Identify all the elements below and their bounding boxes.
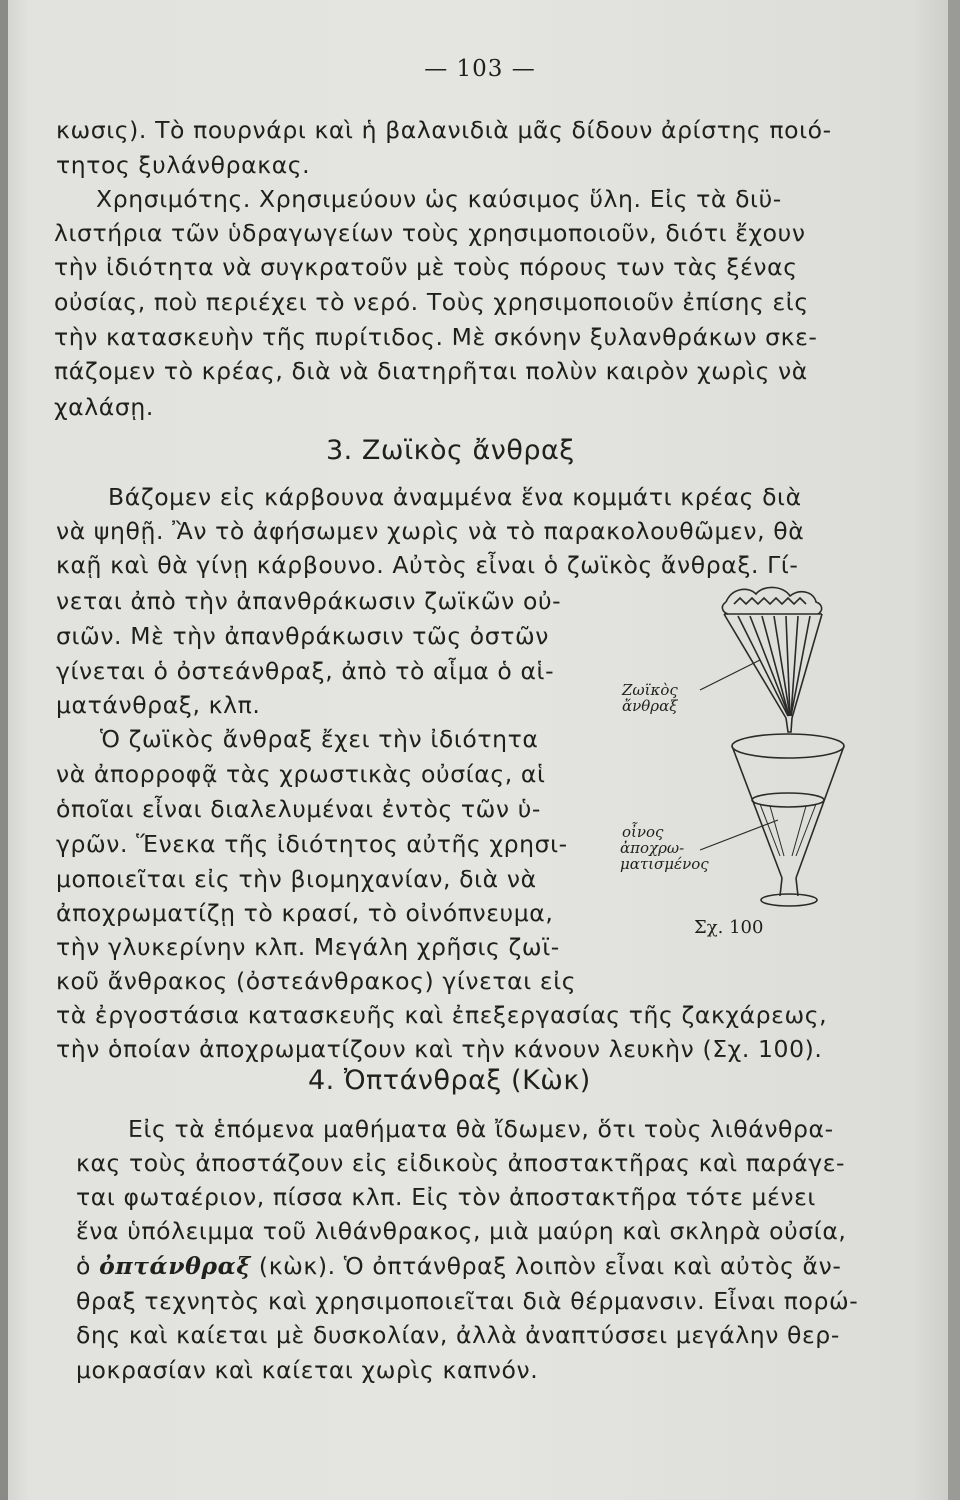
page-number: — 103 — [424, 56, 536, 82]
text-line: πάζομεν τὸ κρέας, διὰ νὰ διατηρῆται πολὺν καιρὸν χωρὶς νὰ [54, 357, 808, 385]
text-line: μοκρασίαν καὶ καίεται χωρὶς καπνόν. [76, 1356, 539, 1384]
text-line: Εἰς τὰ ἑπόμενα μαθήματα θὰ ἴδωμεν, ὅτι τοὺς λιθάνθρα- [128, 1115, 834, 1143]
section-heading-4: 4. Ὀπτάνθραξ (Κὼκ) [308, 1065, 591, 1096]
text-line: θραξ τεχνητὸς καὶ χρησιμοποιεῖται διὰ θέρμανσιν. Εἶναι πορώ- [76, 1287, 859, 1315]
text-line: Ὁ ζωϊκὸς ἄνθραξ ἔχει τὴν ἰδιότητα [100, 725, 539, 753]
text-line: κας τοὺς ἀποστάζουν εἰς εἰδικοὺς ἀποστακτῆρας καὶ παράγε- [76, 1149, 846, 1177]
text-line: τὰ ἐργοστάσια κατασκευῆς καὶ ἐπεξεργασίας τῆς ζακχάρεως, [56, 1001, 828, 1029]
text-line: Χρησιμότης. Χρησιμεύουν ὡς καύσιμος ὕλη. Εἰς τὰ διϋ- [96, 185, 782, 213]
text-line: ἕνα ὑπόλειμμα τοῦ λιθάνθρακος, μιὰ μαύρη καὶ σκληρὰ οὐσία, [76, 1217, 847, 1245]
text-line: κωσις). Τὸ πουρνάρι καὶ ἡ βαλανιδιὰ μᾶς δίδουν ἀρίστης ποιό- [56, 116, 832, 144]
text-line: ἀποχρωματίζῃ τὸ κρασί, τὸ οἰνόπνευμα, [56, 899, 554, 927]
figure-caption: Σχ. 100 [694, 917, 764, 938]
label-decolorized-wine-1: οἶνος [622, 823, 664, 841]
text-line: γίνεται ὁ ὀστεάνθραξ, ἀπὸ τὸ αἷμα ὁ αἱ- [56, 657, 555, 685]
text-line: ὁποῖαι εἶναι διαλελυμέναι ἐντὸς τῶν ὑ- [56, 795, 542, 823]
text-line: σιῶν. Μὲ τὴν ἀπανθράκωσιν τῶς ὀστῶν [56, 622, 550, 650]
term-coke: ὀπτάνθραξ [99, 1252, 251, 1280]
text-line: τὴν γλυκερίνην κλπ. Μεγάλη χρῆσις ζωϊ- [56, 933, 560, 961]
text-fragment: ὁ [76, 1252, 100, 1280]
figure-100-filter-illustration [600, 580, 860, 940]
text-line: δης καὶ καίεται μὲ δυσκολίαν, ἀλλὰ ἀναπτύσσει μεγάλην θερ- [76, 1321, 840, 1349]
text-line: νεται ἀπὸ τὴν ἀπανθράκωσιν ζωϊκῶν οὐ- [56, 587, 562, 615]
label-animal-charcoal-1: Ζωϊκὸς [622, 681, 678, 699]
text-line: νὰ ψηθῇ. Ἂν τὸ ἀφήσωμεν χωρὶς νὰ τὸ παρακολουθῶμεν, θὰ [56, 517, 805, 545]
text-line: οὐσίας, ποὺ περιέχει τὸ νερό. Τοὺς χρησιμοποιοῦν ἐπίσης εἰς [54, 288, 809, 316]
text-line: τὴν κατασκευὴν τῆς πυρίτιδος. Μὲ σκόνην ξυλανθράκων σκε- [54, 323, 818, 351]
text-line: ματάνθραξ, κλπ. [56, 691, 261, 719]
text-line: γρῶν. Ἕνεκα τῆς ἰδιότητος αὐτῆς χρησι- [56, 830, 568, 858]
label-decolorized-wine-3: ματισμένος [620, 855, 709, 873]
section-heading-3: 3. Ζωϊκὸς ἄνθραξ [326, 435, 575, 466]
label-animal-charcoal-2: ἄνθραξ [622, 697, 678, 715]
text-line [76, 1251, 841, 1281]
page-edge-shadow [948, 0, 960, 1500]
label-decolorized-wine-2: ἀποχρω- [620, 839, 685, 857]
text-line: Βάζομεν εἰς κάρβουνα ἀναμμένα ἕνα κομμάτι κρέας διὰ [108, 483, 802, 511]
text-line: τὴν ἰδιότητα νὰ συγκρατοῦν μὲ τοὺς πόρους των τὰς ξένας [54, 253, 798, 281]
text-line: νὰ ἀπορροφᾷ τὰς χρωστικὰς οὐσίας, αἱ [56, 760, 546, 788]
text-line: κοῦ ἄνθρακος (ὀστεάνθρακος) γίνεται εἰς [56, 967, 577, 995]
text-line: λιστήρια τῶν ὑδραγωγείων τοὺς χρησιμοποιοῦν, διότι ἔχουν [54, 219, 806, 247]
text-line: τητος ξυλάνθρακας. [56, 151, 311, 179]
text-line: ται φωταέριον, πίσσα κλπ. Εἰς τὸν ἀποστακτῆρα τότε μένει [76, 1183, 816, 1211]
text-line: χαλάσῃ. [54, 393, 154, 421]
text-line: καῇ καὶ θὰ γίνῃ κάρβουνο. Αὐτὸς εἶναι ὁ ζωϊκὸς ἄνθραξ. Γί- [56, 551, 799, 579]
text-fragment: (κὼκ). Ὁ ὀπτάνθραξ λοιπὸν εἶναι καὶ αὐτὸς ἄν- [250, 1252, 842, 1280]
funnel-and-glass-drawing [600, 580, 860, 940]
text-line: τὴν ὁποίαν ἀποχρωματίζουν καὶ τὴν κάνουν λευκὴν (Σχ. 100). [56, 1035, 823, 1063]
text-line: μοποιεῖται εἰς τὴν βιομηχανίαν, διὰ νὰ [56, 865, 537, 893]
page-spine-shadow [0, 0, 8, 1500]
